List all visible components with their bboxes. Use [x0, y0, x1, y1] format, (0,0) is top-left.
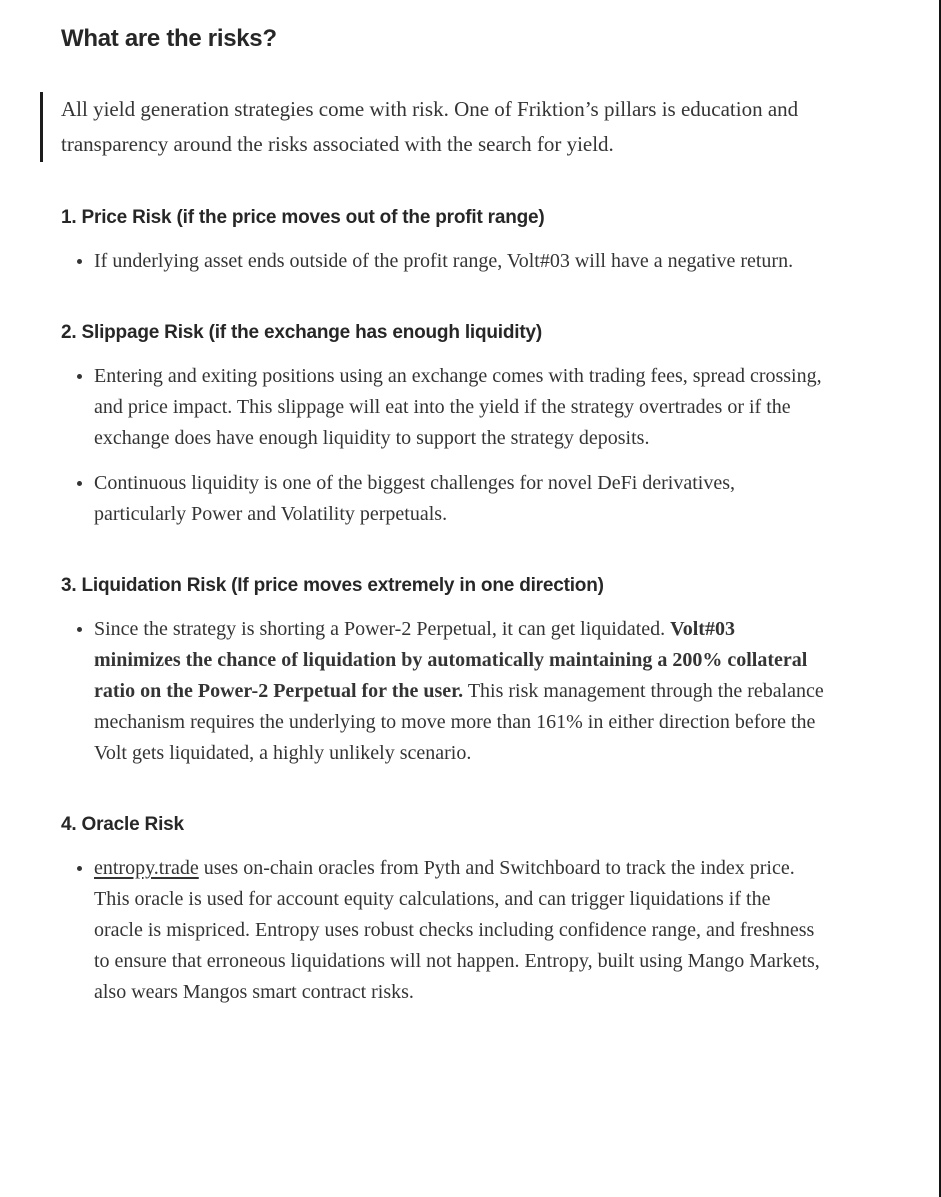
bullet-text: Since the strategy is shorting a Power-2 Perpetual, it can get liquidated. — [94, 618, 671, 640]
intro-quote-text: All yield generation strategies come with risk. One of Friktion’s pillars is education and transparency around the risks associated with the search for yield. — [61, 97, 799, 156]
bullet-list — [61, 361, 824, 530]
bullet-item — [94, 246, 824, 277]
section-heading-2: 2. Slippage Risk (if the exchange has enough liquidity) — [61, 322, 542, 343]
sections-container — [61, 206, 939, 1008]
bullet-text: If underlying asset ends outside of the profit range, Volt#03 will have a negative return. — [94, 250, 794, 272]
bullet-item — [94, 853, 824, 1008]
bullet-item — [94, 361, 824, 454]
bullet-list — [61, 614, 824, 769]
page-title: What are the risks? — [61, 25, 277, 52]
bullet-text: uses on-chain oracles from Pyth and Switchboard to track the index price. This oracle is used for account equity calculations, and can trigger liquidations if the oracle is mispriced. Entropy uses robust checks including confidence range, and freshness to ensure that erroneous liquidations will not happen. Entropy, built using Mango Markets, also wears Mangos smart contract risks. — [94, 857, 820, 1003]
bullet-text: Entering and exiting positions using an exchange comes with trading fees, spread crossing, and price impact. This slippage will eat into the yield if the strategy overtrades or if the exchange does have enough liquidity to support the strategy deposits. — [94, 365, 822, 449]
bullet-item — [94, 468, 824, 530]
section-heading-1: 1. Price Risk (if the price moves out of the profit range) — [61, 207, 545, 228]
entropy-trade-link[interactable]: entropy.trade — [94, 857, 199, 879]
section-heading-3: 3. Liquidation Risk (If price moves extremely in one direction) — [61, 575, 604, 596]
bullet-list — [61, 246, 824, 277]
bullet-list — [61, 853, 824, 1008]
intro-quote — [40, 92, 818, 162]
bullet-text: Continuous liquidity is one of the biggest challenges for novel DeFi derivatives, particularly Power and Volatility perpetuals. — [94, 472, 736, 525]
bullet-bold-text: Volt#03 minimizes the chance of liquidation by automatically maintaining a 200% collateral ratio on the Power-2 Perpetual for the user. — [94, 618, 808, 702]
section-heading-4: 4. Oracle Risk — [61, 814, 184, 835]
bullet-item — [94, 614, 824, 769]
bullet-text: This risk management through the rebalance mechanism requires the underlying to move more than 161% in either direction before the Volt gets liquidated, a highly unlikely scenario. — [94, 680, 824, 764]
